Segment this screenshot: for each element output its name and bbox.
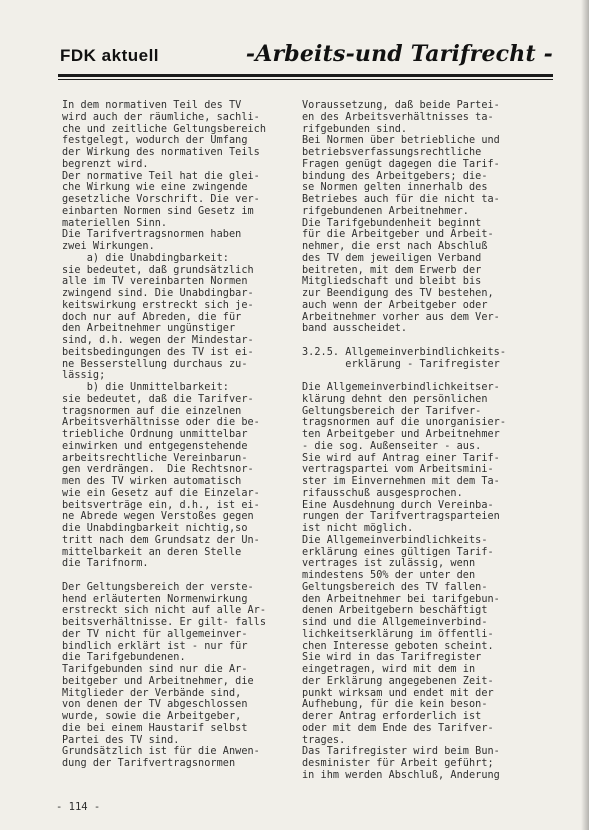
text-line: che Wirkung wie eine zwingende [62, 182, 248, 194]
text-line: eingetragen, wird mit dem in [302, 664, 476, 675]
text-line: der TV nicht für allgemeinver- [62, 628, 248, 640]
text-line: trages. [302, 734, 346, 746]
text-line: beitsverhältnisse. Er gilt- falls [62, 617, 267, 628]
text-line: sie bedeutet, daß die Tarifver- [62, 393, 254, 405]
text-line: der Erklärung angegebenen Zeit- [302, 675, 494, 687]
text-line: des TV dem jeweiligen Verband [302, 252, 482, 264]
text-line [302, 335, 552, 347]
text-line: mittelbarkeit an deren Stelle [62, 546, 242, 558]
text-line: zwei Wirkungen. [62, 241, 155, 252]
text-line: ist nicht möglich. [302, 523, 414, 534]
text-line: sie bedeutet, daß grundsätzlich [62, 264, 254, 276]
text-line: lässig; [62, 370, 106, 382]
header-rule-thick [58, 74, 553, 77]
text-line: 3.2.5. Allgemeinverbindlichkeits- [302, 346, 507, 358]
text-line: men des TV wirken automatisch [62, 476, 242, 487]
text-line: ne Besserstellung durchaus zu- [62, 358, 248, 370]
text-line: erklärung - Tarifregister [302, 358, 500, 370]
text-line: ne Abrede wegen Verstoßes gegen [62, 511, 254, 523]
text-line: - die sog. Außenseiter - aus. [302, 440, 482, 452]
text-line: en des Arbeitsverhältnisses ta- [302, 111, 494, 123]
text-line: ten Arbeitgeber und Arbeitnehmer [302, 429, 500, 440]
text-line: Fragen genügt dagegen die Tarif- [302, 158, 500, 170]
text-line: che und zeitliche Geltungsbereich [62, 123, 267, 135]
text-line: beitsbedingungen des TV ist ei- [62, 346, 254, 358]
text-line: se Normen gelten innerhalb des [302, 182, 488, 194]
text-line: nehmer, die erst nach Abschluß [302, 241, 488, 252]
text-line: ster im Einvernehmen mit dem Ta- [302, 476, 500, 487]
text-line: Geltungsbereich des TV fallen- [302, 581, 488, 593]
header-section-title: -Arbeits-und Tarifrecht - [245, 41, 553, 67]
text-line: rifausschuß ausgesprochen. [302, 487, 463, 499]
text-line: Arbeitnehmer vorher aus dem Ver- [302, 311, 500, 323]
text-line: bindlich erklärt ist - nur für [62, 640, 248, 652]
text-line: Das Tarifregister wird beim Bun- [302, 746, 500, 758]
text-line: Geltungsbereich der Tarifver- [302, 405, 482, 417]
text-line: Bei Normen über betriebliche und [302, 135, 500, 147]
text-line: einbarten Normen sind Gesetz im [62, 205, 254, 217]
text-line: keitswirkung erstreckt sich je- [62, 299, 254, 311]
text-line: b) die Unmittelbarkeit: [62, 382, 229, 393]
text-line: betriebsverfassungsrechtliche [302, 147, 482, 158]
text-line: den Arbeitnehmer bei tarifgebun- [302, 593, 500, 605]
text-line: Die Allgemeinverbindlichkeits- [302, 534, 488, 546]
text-line: rungen der Tarifvertragsparteien [302, 511, 500, 523]
text-line: die bei einem Haustarif selbst [62, 722, 248, 734]
text-line: Tarifgebunden sind nur die Ar- [62, 664, 248, 675]
text-line: gen verdrängen. Die Rechtsnor- [62, 464, 254, 476]
page-number: - 114 - [56, 801, 101, 813]
text-line: alle im TV vereinbarten Normen [62, 276, 248, 288]
text-line: zwingend sind. Die Unabdingbar- [62, 288, 254, 299]
text-line: erklärung eines gültigen Tarif- [302, 546, 494, 558]
text-line: die Tarifgebundenen. [62, 652, 186, 664]
text-line: zur Beendigung des TV bestehen, [302, 288, 494, 299]
text-line: für die Arbeitgeber und Arbeit- [302, 229, 494, 241]
text-line: tragsnormen auf die unorganisier- [302, 417, 507, 429]
text-line: klärung dehnt den persönlichen [302, 393, 488, 405]
text-line: Der normative Teil hat die glei- [62, 170, 260, 182]
text-line: von denen der TV abgeschlossen [62, 699, 248, 711]
text-line: Eine Ausdehnung durch Vereinba- [302, 499, 494, 511]
text-line: materiellen Sinn. [62, 217, 168, 229]
text-line: Der Geltungsbereich der verste- [62, 581, 254, 593]
text-line: beitreten, mit dem Erwerb der [302, 264, 482, 276]
text-line: rifgebunden sind. [302, 123, 408, 135]
text-line: rifgebundenen Arbeitnehmer. [302, 205, 469, 217]
text-line: festgelegt, wodurch der Umfang [62, 135, 248, 147]
text-line: beitsverträge ein, d.h., ist ei- [62, 499, 260, 511]
text-line: in ihm werden Abschluß, Änderung [302, 769, 500, 781]
text-line: auch wenn der Arbeitgeber oder [302, 299, 488, 311]
text-line: mindestens 50% der unter den [302, 570, 476, 581]
text-line: den Arbeitnehmer ungünstiger [62, 323, 236, 335]
text-line: Grundsätzlich ist für die Anwen- [62, 746, 260, 758]
text-line: die Tarifnorm. [62, 558, 149, 570]
text-line: derer Antrag erforderlich ist [302, 711, 482, 722]
text-line: Die Tarifgebundenheit beginnt [302, 217, 482, 229]
page-edge-shadow [581, 0, 589, 830]
text-line: vertrages ist zulässig, wenn [302, 558, 476, 570]
text-line: hend erläuterten Normenwirkung [62, 593, 248, 605]
text-line: der Wirkung des normativen Teils [62, 147, 260, 158]
text-line: Sie wird auf Antrag einer Tarif- [302, 452, 500, 464]
text-line: arbeitsrechtliche Vereinbarun- [62, 452, 248, 464]
text-line: Mitglieder der Verbände sind, [62, 687, 242, 699]
text-line: In dem normativen Teil des TV [62, 100, 242, 111]
text-line: chen Interesse geboten scheint. [302, 640, 494, 652]
text-line: Betriebes auch für die nicht ta- [302, 194, 500, 205]
text-line: bindung des Arbeitgebers; die- [302, 170, 488, 182]
text-line: doch nur auf Abreden, die für [62, 311, 242, 323]
text-line: Partei des TV sind. [62, 734, 180, 746]
text-line: a) die Unabdingbarkeit: [62, 252, 229, 264]
text-line: wird auch der räumliche, sachli- [62, 111, 260, 123]
text-line: Aufhebung, für die kein beson- [302, 699, 488, 711]
text-line: denen Arbeitgebern beschäftigt [302, 605, 488, 617]
text-line: wurde, sowie die Arbeitgeber, [62, 711, 242, 722]
text-line: Voraussetzung, daß beide Partei- [302, 100, 500, 111]
text-line: desminister für Arbeit geführt; [302, 758, 494, 769]
text-line [302, 370, 552, 382]
text-line: Sie wird in das Tarifregister [302, 652, 482, 664]
header-publication-title: FDK aktuell [60, 46, 160, 65]
text-line: Die Tarifvertragsnormen haben [62, 229, 242, 241]
text-line: die Unabdingbarkeit nichtig,so [62, 523, 248, 534]
text-line: beitgeber und Arbeitnehmer, die [62, 675, 254, 687]
text-line: erstreckt sich nicht auf alle Ar- [62, 605, 267, 617]
text-line: Die Allgemeinverbindlichkeitser- [302, 382, 500, 393]
right-text-column [302, 100, 552, 782]
left-text-column [62, 100, 294, 770]
text-line: band ausscheidet. [302, 323, 408, 335]
text-line: einwirken und entgegenstehende [62, 440, 248, 452]
text-line: gesetzliche Vorschrift. Die ver- [62, 194, 260, 205]
text-line [62, 570, 294, 582]
text-line: Mitgliedschaft und bleibt bis [302, 276, 482, 288]
text-line: oder mit dem Ende des Tarifver- [302, 722, 494, 734]
text-line: sind und die Allgemeinverbind- [302, 617, 488, 628]
text-line: lichkeitserklärung im öffentli- [302, 628, 494, 640]
text-line: triebliche Ordnung unmittelbar [62, 429, 248, 440]
text-line: Arbeitsverhältnisse oder die be- [62, 417, 260, 429]
text-line: sind, d.h. wegen der Mindestar- [62, 335, 254, 346]
text-line: wie ein Gesetz auf die Einzelar- [62, 487, 260, 499]
header-rule-thin [58, 79, 553, 80]
text-line: punkt wirksam und endet mit der [302, 687, 494, 699]
text-line: vertragspartei vom Arbeitsmini- [302, 464, 494, 476]
text-line: tragsnormen auf die einzelnen [62, 405, 242, 417]
text-line: dung der Tarifvertragsnormen [62, 758, 236, 769]
text-line: begrenzt wird. [62, 158, 149, 170]
text-line: tritt nach dem Grundsatz der Un- [62, 534, 260, 546]
